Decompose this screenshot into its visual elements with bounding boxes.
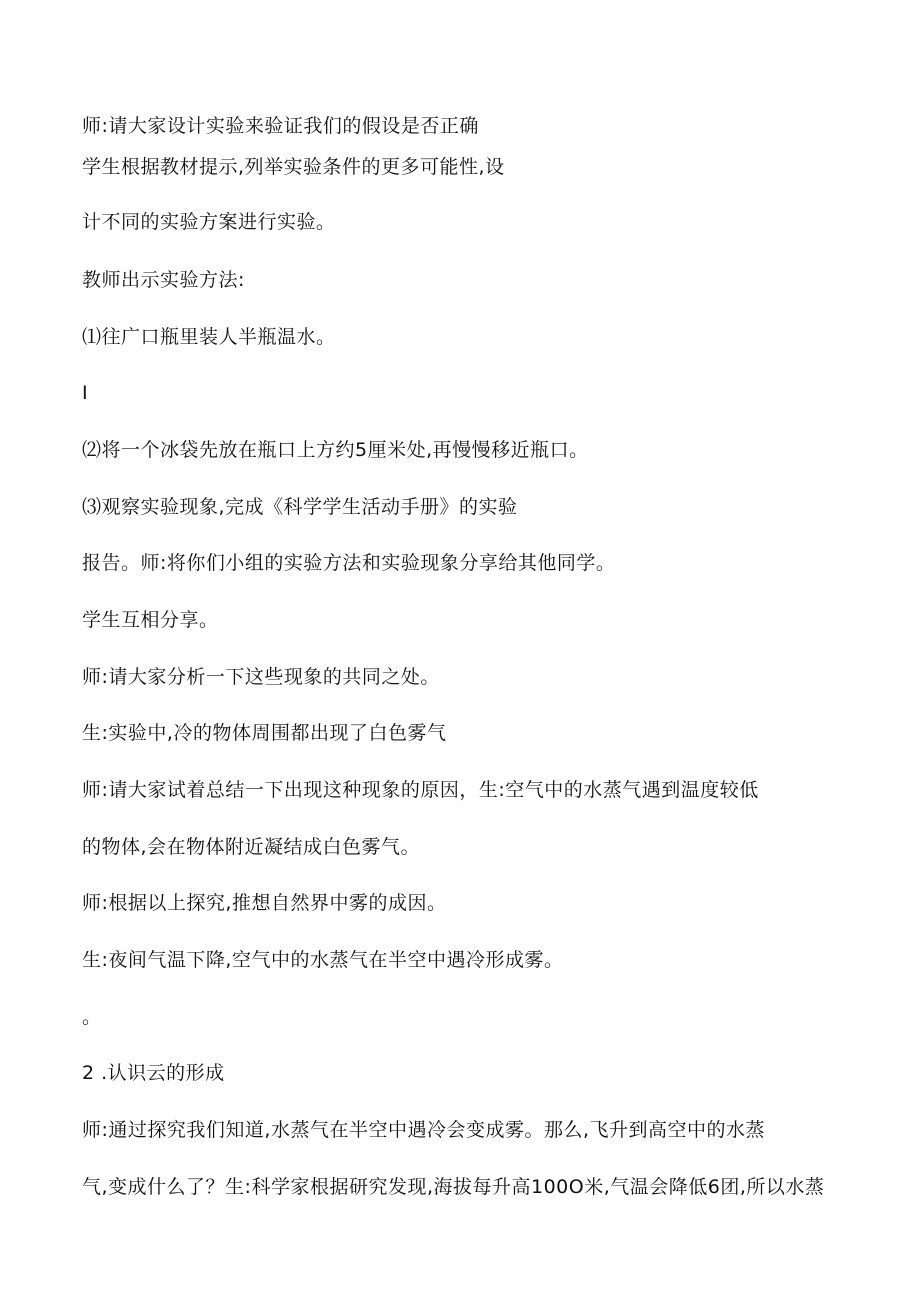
text-line: 师:请大家分析一下这些现象的共同之处。 (82, 666, 440, 688)
section-heading: 2 .认识云的形成 (82, 1062, 225, 1084)
text-line: 学生互相分享。 (82, 609, 219, 631)
text-line: ⑵将一个冰袋先放在瓶口上方约5厘米处,再慢慢移近瓶口。 (82, 439, 589, 461)
text-line: 师:通过探究我们知道,水蒸气在半空中遇冷会变成雾。那么,飞升到高空中的水蒸 (82, 1119, 765, 1141)
text-line: I (82, 382, 89, 404)
text-line: ⑶观察实验现象,完成《科学学生活动手册》的实验 (82, 496, 518, 518)
text-line: 报告。师:将你们小组的实验方法和实验现象分享给其他同学。 (82, 552, 616, 574)
text-line: 学生根据教材提示,列举实验条件的更多可能性,设 (82, 156, 505, 178)
text-line: ⑴往广口瓶里装人半瓶温水。 (82, 326, 336, 348)
text-line: 计不同的实验方案进行实验。 (82, 211, 336, 233)
text-line: 教师出示实验方法: (82, 269, 245, 291)
text-line: 师:请大家设计实验来验证我们的假设是否正确 (82, 115, 479, 137)
text-line: 师:请大家试着总结一下出现这种现象的原因，生:空气中的水蒸气遇到温度较低 (82, 779, 759, 801)
text-line: 。 (82, 1006, 102, 1028)
text-line: 气,变成什么了？生:科学家根据研究发现,海拔每升高100O米,气温会降低6团,所以水蒸 (82, 1176, 825, 1198)
text-line: 生:实验中,冷的物体周围都出现了白色雾气 (82, 722, 447, 744)
text-line: 师:根据以上探究,推想自然界中雾的成因。 (82, 892, 447, 914)
text-line: 的物体,会在物体附近凝结成白色雾气。 (82, 836, 421, 858)
text-line: 生:夜间气温下降,空气中的水蒸气在半空中遇冷形成雾。 (82, 949, 564, 971)
